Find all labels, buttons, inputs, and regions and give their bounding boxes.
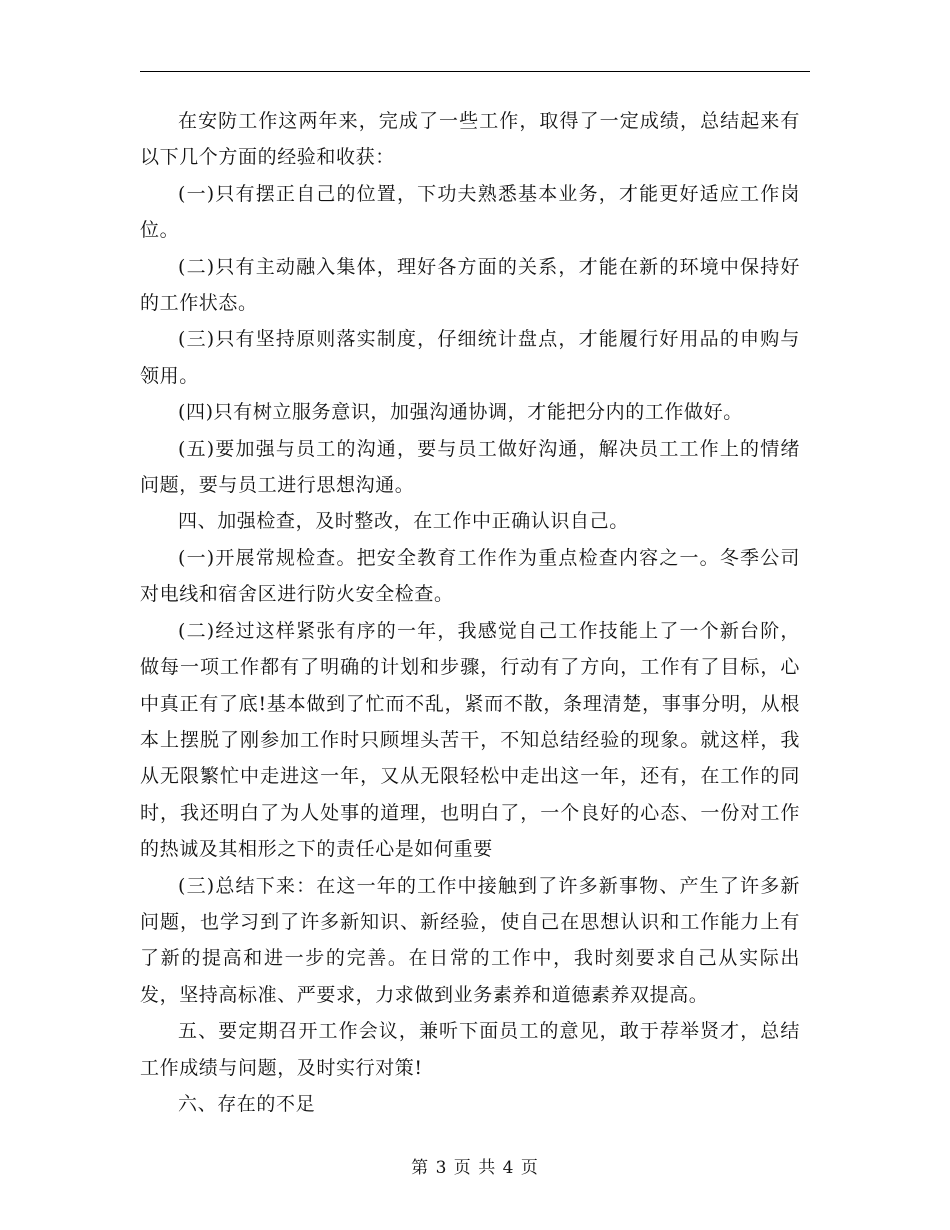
paragraph: 在安防工作这两年来，完成了一些工作，取得了一定成绩，总结起来有以下几个方面的经验和收获： — [140, 110, 800, 169]
paragraph: (二)只有主动融入集体，理好各方面的关系，才能在新的环境中保持好的工作状态。 — [140, 255, 800, 315]
document-body — [140, 103, 800, 1122]
paragraph: (二)经过这样紧张有序的一年，我感觉自己工作技能上了一个新台阶，做每一项工作都有了明确的计划和步骤，行动有了方向，工作有了目标，心中真正有了底!基本做到了忙而不乱，紧而不散，条理清楚，事事分明，从根本上摆脱了刚参加工作时只顾埋头苦干，不知总结经验的现象。就这样，我从无限繁忙中走进这一年，又从无限轻松中走出这一年，还有，在工作的同时，我还明白了为人处事的道理，也明白了，一个良好的心态、一份对工作的热诚及其相形之下的责任心是如何重要 — [140, 619, 800, 861]
page-number-footer: 第 3 页 共 4 页 — [411, 1158, 539, 1178]
paragraph: (四)只有树立服务意识，加强沟通协调，才能把分内的工作做好。 — [178, 401, 743, 424]
paragraph: (五)要加强与员工的沟通，要与员工做好沟通，解决员工工作上的情绪问题，要与员工进行思想沟通。 — [140, 437, 800, 497]
header-rule — [140, 71, 810, 72]
paragraph: (一)开展常规检查。把安全教育工作作为重点检查内容之一。冬季公司对电线和宿舍区进行防火安全检查。 — [140, 546, 800, 606]
paragraph: 六、存在的不足 — [178, 1092, 316, 1115]
paragraph: 四、加强检查，及时整改，在工作中正确认识自己。 — [178, 510, 629, 533]
paragraph: (三)只有坚持原则落实制度，仔细统计盘点，才能履行好用品的申购与领用。 — [140, 328, 800, 387]
paragraph: (一)只有摆正自己的位置，下功夫熟悉基本业务，才能更好适应工作岗位。 — [140, 182, 800, 242]
paragraph: 五、要定期召开工作会议，兼听下面员工的意见，敢于荐举贤才，总结工作成绩与问题，及时实行对策! — [140, 1020, 800, 1079]
paragraph: (三)总结下来：在这一年的工作中接触到了许多新事物、产生了许多新问题，也学习到了许多新知识、新经验，使自己在思想认识和工作能力上有了新的提高和进一步的完善。在日常的工作中，我时刻要求自己从实际出发，坚持高标准、严要求，力求做到业务素养和道德素养双提高。 — [140, 874, 800, 1006]
